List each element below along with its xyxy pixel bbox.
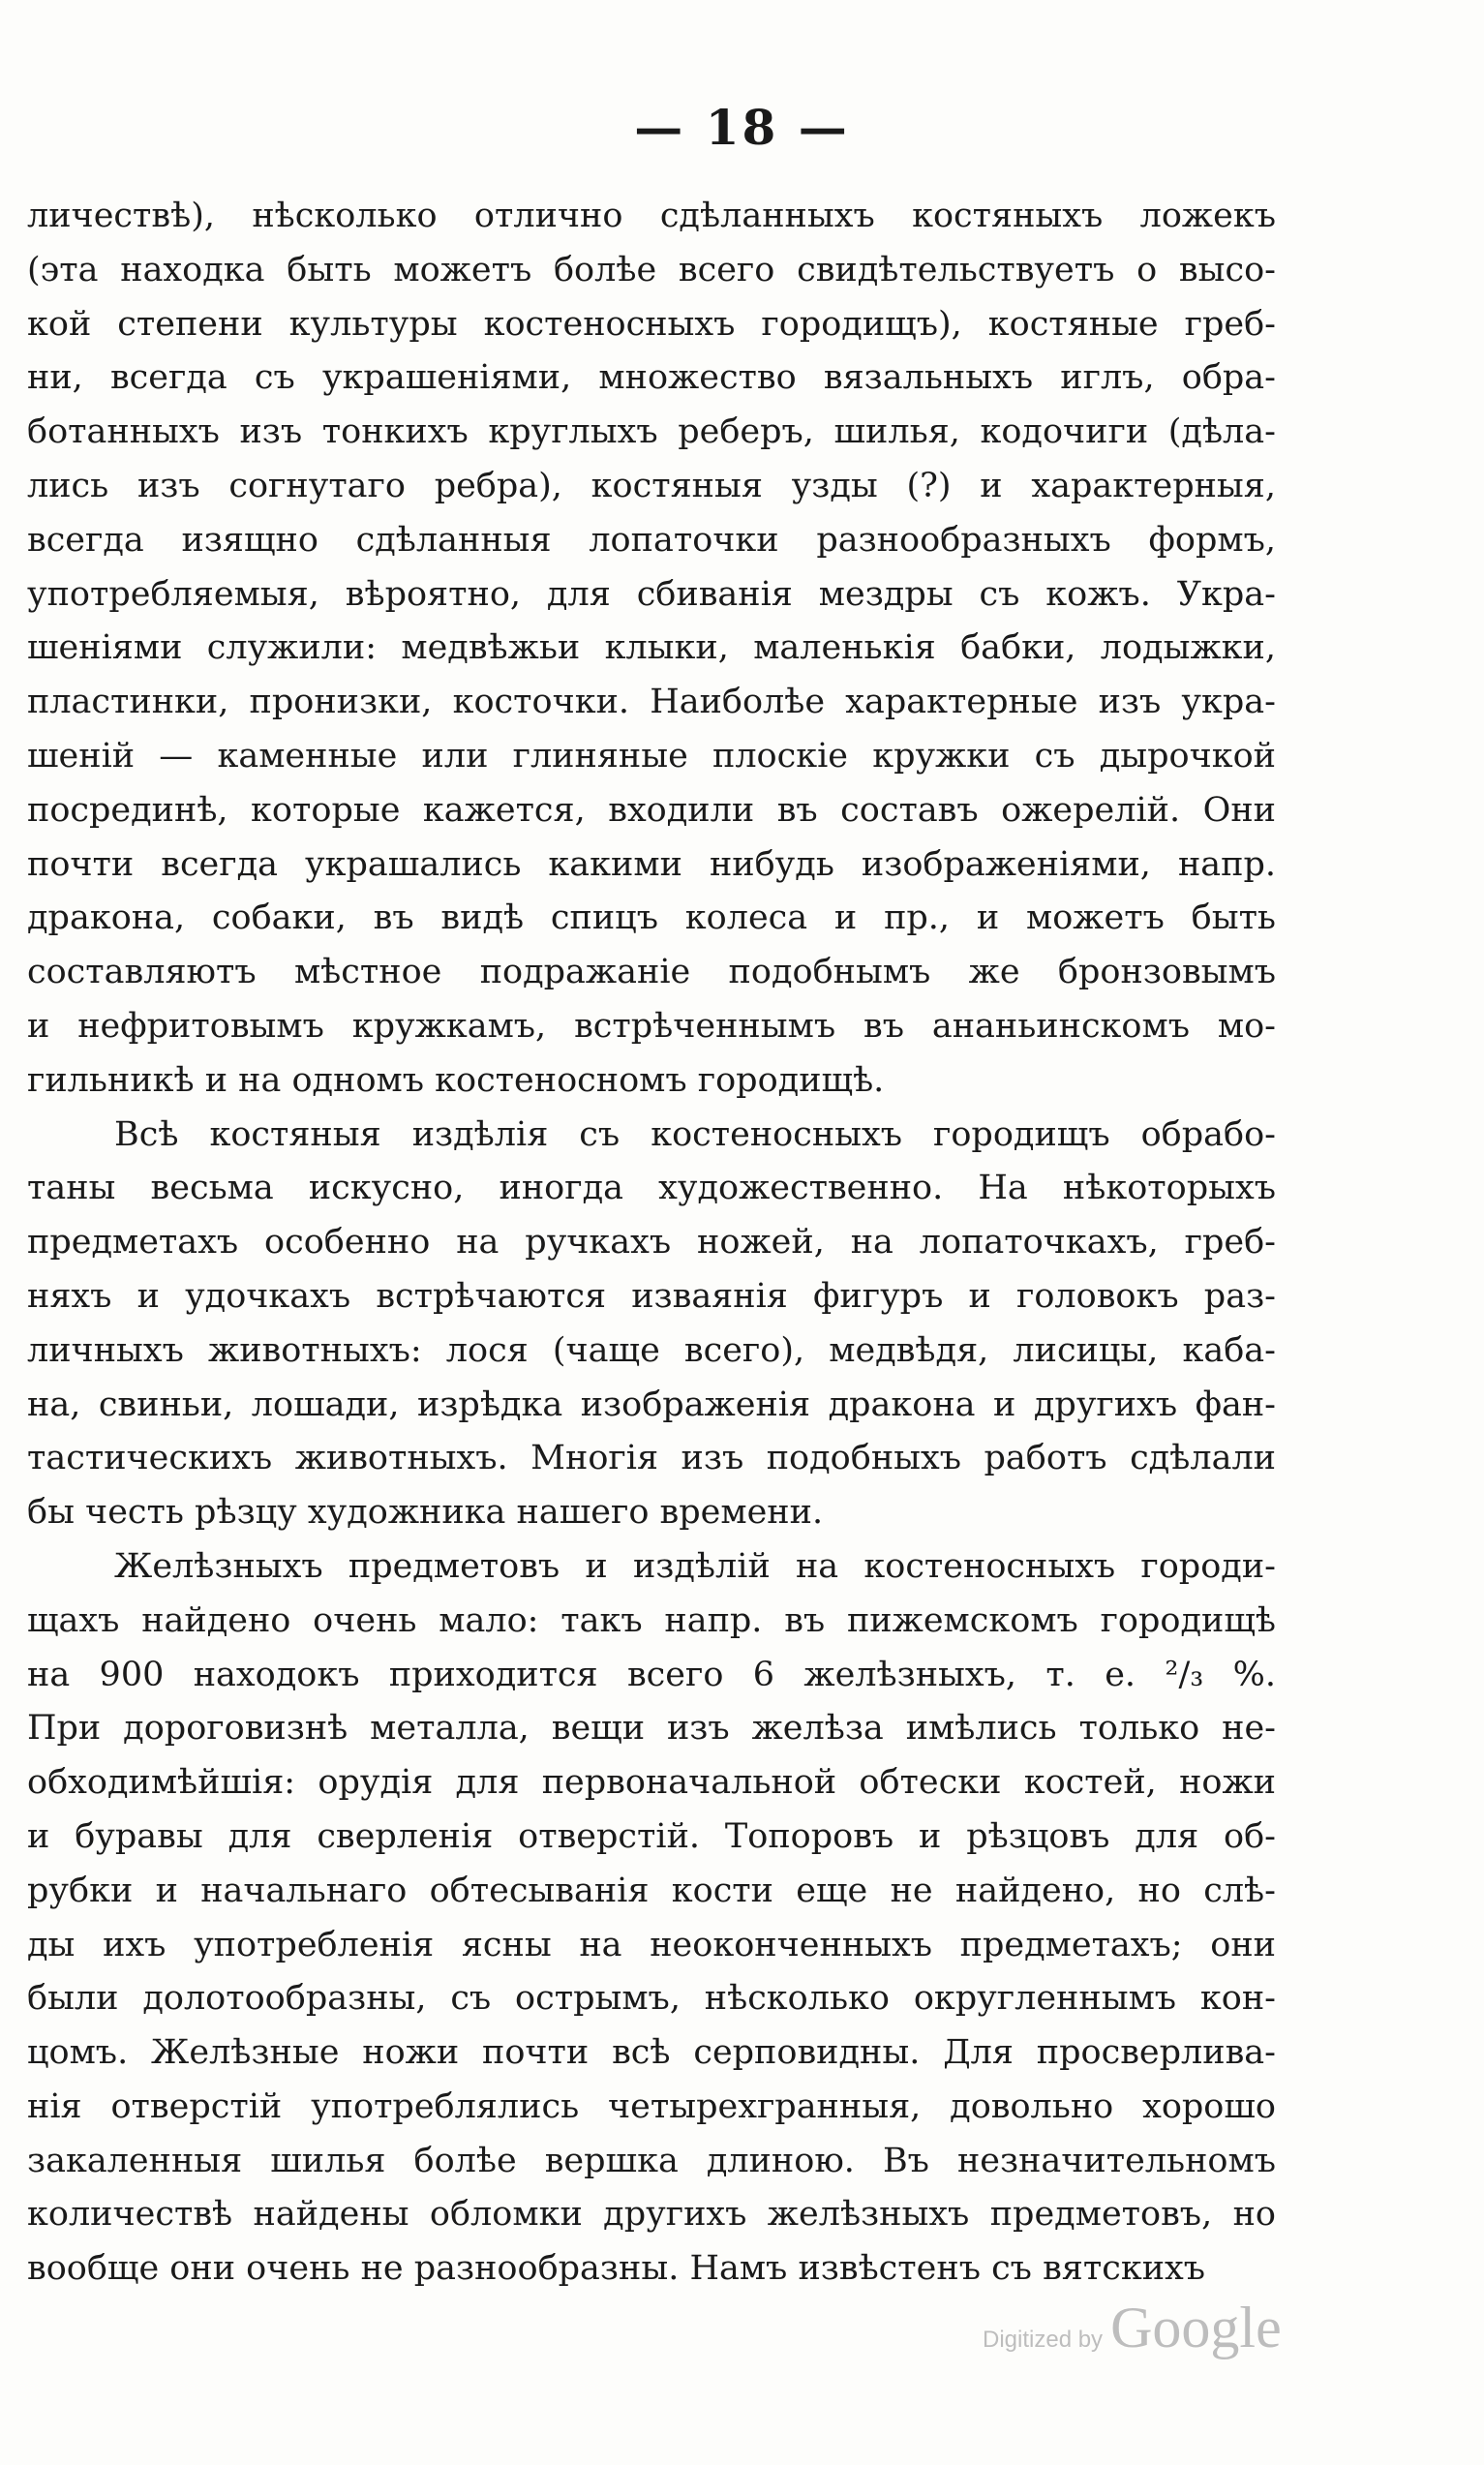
text-line: Желѣзныхъ предметовъ и издѣлій на костеносныхъ городи-	[114, 1546, 1276, 1586]
text-line: посрединѣ, которые кажется, входили въ составъ ожерелій. Они	[27, 790, 1276, 830]
text-line: цомъ. Желѣзные ножи почти всѣ серповидны. Для просверлива-	[27, 2033, 1276, 2073]
digitized-watermark	[983, 2295, 1282, 2372]
text-line: пластинки, пронизки, косточки. Наиболѣе характерные изъ укра-	[27, 683, 1276, 722]
text-line: на, свиньи, лошади, изрѣдка изображенія дракона и другихъ фан-	[27, 1385, 1276, 1424]
text-line: количествѣ найдены обломки другихъ желѣзныхъ предметовъ, но	[27, 2195, 1276, 2235]
text-line: гильникѣ и на одномъ костеносномъ городищѣ.	[27, 1060, 885, 1100]
text-line: употребляемыя, вѣроятно, для сбиванія мездры съ кожъ. Укра-	[27, 574, 1276, 614]
text-line: тастическихъ животныхъ. Многія изъ подобныхъ работъ сдѣлали	[27, 1439, 1276, 1478]
google-logo: Google	[1110, 2296, 1282, 2359]
text-line: рубки и начальнаго обтесыванія кости еще не найдено, но слѣ-	[27, 1871, 1276, 1910]
text-line: дракона, собаки, въ видѣ спицъ колеса и пр., и можетъ быть	[27, 898, 1276, 938]
text-line: предметахъ особенно на ручкахъ ножей, на лопаточкахъ, греб-	[27, 1223, 1276, 1263]
text-line: шеніями служили: медвѣжьи клыки, маленькія бабки, лодыжки,	[27, 628, 1276, 668]
text-line: Всѣ костяныя издѣлія съ костеносныхъ городищъ обрабо-	[114, 1114, 1276, 1154]
text-line: няхъ и удочкахъ встрѣчаются изваянія фигуръ и головокъ раз-	[27, 1276, 1276, 1316]
text-line: обходимѣйшія: орудія для первоначальной обтески костей, ножи	[27, 1763, 1276, 1803]
text-line: были долотообразны, съ острымъ, нѣсколько округленнымъ кон-	[27, 1979, 1276, 2019]
text-line: почти всегда украшались какими нибудь изображеніями, напр.	[27, 844, 1276, 884]
watermark-prefix: Digitized by	[983, 2327, 1104, 2353]
paragraph	[27, 1109, 1276, 1540]
text-line: таны весьма искусно, иногда художественно. На нѣкоторыхъ	[27, 1169, 1276, 1208]
text-line: личествѣ), нѣсколько отлично сдѣланныхъ костяныхъ ложекъ	[27, 197, 1276, 235]
page-number: — 18 —	[634, 99, 850, 156]
text-line: нія отверстій употреблялись четырехгранныя, довольно хорошо	[27, 2086, 1276, 2126]
text-line: бы честь рѣзцу художника нашего времени.	[27, 1493, 824, 1533]
text-line: При дороговизнѣ металла, вещи изъ желѣза имѣлись только не-	[27, 1709, 1276, 1749]
text-line: ни, всегда съ украшеніями, множество вязальныхъ иглъ, обра-	[27, 358, 1276, 398]
text-line: всегда изящно сдѣланныя лопаточки разнообразныхъ формъ,	[27, 520, 1276, 560]
paragraph	[27, 190, 1276, 1109]
text-line: шеній — каменные или глиняные плоскіе кружки съ дырочкой	[27, 736, 1276, 776]
text-line: щахъ найдено очень мало: такъ напр. въ пижемскомъ городищѣ	[27, 1600, 1276, 1640]
text-line: на 900 находокъ приходится всего 6 желѣзныхъ, т. е. ²/₃ %.	[27, 1655, 1276, 1694]
text-line: ботанныхъ изъ тонкихъ круглыхъ реберъ, шилья, кодочиги (дѣла-	[27, 412, 1276, 452]
body-text	[27, 190, 1276, 2297]
text-line: личныхъ животныхъ: лося (чаще всего), медвѣдя, лисицы, каба-	[27, 1330, 1276, 1370]
text-line: и нефритовымъ кружкамъ, встрѣченнымъ въ ананьинскомъ мо-	[27, 1006, 1276, 1046]
text-line: кой степени культуры костеносныхъ городищъ), костяные греб-	[27, 304, 1276, 344]
text-line: и буравы для сверленія отверстій. Топоровъ и рѣзцовъ для об-	[27, 1816, 1276, 1856]
text-line: (эта находка быть можетъ болѣе всего свидѣтельствуетъ о высо-	[27, 250, 1276, 289]
text-line: лись изъ согнутаго ребра), костяныя узды (?) и характерныя,	[27, 466, 1276, 505]
paragraph	[27, 1540, 1276, 2297]
text-line: ды ихъ употребленія ясны на неоконченныхъ предметахъ; они	[27, 1925, 1276, 1964]
text-line: вообще они очень не разнообразны. Намъ извѣстенъ съ вятскихъ	[27, 2249, 1206, 2289]
text-line: составляютъ мѣстное подражаніе подобнымъ же бронзовымъ	[27, 953, 1276, 992]
text-line: закаленныя шилья болѣе вершка длиною. Въ незначительномъ	[27, 2141, 1276, 2180]
